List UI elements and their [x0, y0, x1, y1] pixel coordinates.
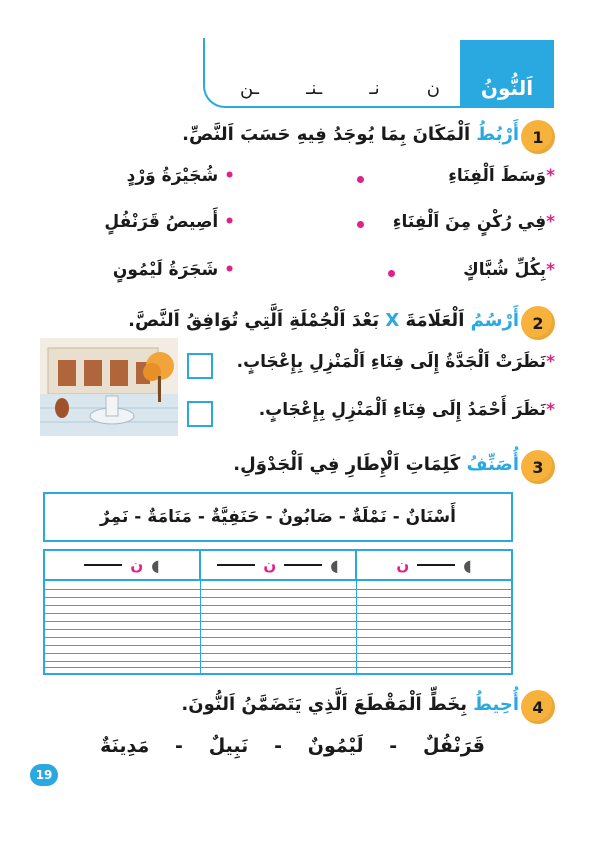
exercise-number: 3	[521, 450, 555, 484]
header-title: اَلنُّونُ	[460, 40, 554, 106]
word-item[interactable]: نَبِيلٌ	[208, 735, 249, 757]
exercise2-instruction: أَرْسُمُ اَلْعَلَامَةَ X بَعْدَ اَلْجُمْلَةِ اَلَّتِي تُوَافِقُ اَلنَّصَّ.	[128, 310, 519, 331]
writing-line	[45, 613, 511, 614]
match-left-item[interactable]: *بِكُلِّ شُبَّاكٍ	[463, 260, 555, 280]
ear-icon: ◖	[330, 555, 339, 575]
word-item[interactable]: مَدِينَةٌ	[100, 735, 150, 757]
match-left-item[interactable]: *وَسَطَ اَلْفِنَاءِ	[448, 166, 555, 186]
sentence-option: *نَظَرَ أَحْمَدُ إِلَى فِنَاءِ اَلْمَنْزِلِ بِإِعْجَابٍ.	[258, 400, 555, 420]
exercise3-instruction: أُصَنِّفُ كَلِمَاتِ اَلْإِطَارِ فِي اَلْجَدْوَلِ.	[233, 454, 519, 475]
classification-table[interactable]	[43, 549, 513, 675]
match-right-item[interactable]: • شُجَيْرَةُ وَرْدٍ	[126, 166, 235, 186]
word-box: أَسْنَانٌ - نَمْلَةٌ - صَابُونٌ - حَنَفِيَّةٌ - مَنَامَةٌ - نَمِرٌ	[43, 492, 513, 542]
writing-line	[45, 621, 511, 622]
sentence-option: *نَظَرَتْ اَلْجَدَّةُ إِلَى فِنَاءِ اَلْمَنْزِلِ بِإِعْجَابٍ.	[236, 352, 555, 372]
writing-line	[45, 645, 511, 646]
column-divider	[356, 581, 357, 673]
writing-line	[45, 629, 511, 630]
courtyard-illustration	[40, 338, 178, 436]
exercise4-instruction: أُحِيطُ بِخَطٍّ اَلْمَقْطَعَ اَلَّذِي يَتَضَمَّنُ اَلنُّونَ.	[181, 694, 519, 715]
table-column-header: ن ◖	[199, 551, 355, 579]
writing-line	[45, 597, 511, 598]
writing-line	[45, 637, 511, 638]
letter-form: نـ	[369, 78, 380, 99]
page-number: 19	[30, 764, 58, 786]
writing-line	[45, 667, 511, 668]
word-item[interactable]: لَيْمُونٌ	[307, 735, 364, 757]
table-header	[45, 551, 511, 581]
exercise1-instruction	[182, 124, 519, 145]
writing-line	[45, 605, 511, 606]
match-right-item[interactable]: • شَجَرَةُ لَيْمُونٍ	[112, 260, 235, 280]
exercise-number: 1	[521, 120, 555, 154]
match-left-item[interactable]: *فِي رُكْنٍ مِنَ اَلْفِنَاءِ	[392, 212, 555, 232]
ear-icon: ◖	[151, 555, 160, 575]
exercise-number: 4	[521, 690, 555, 724]
writing-line	[45, 653, 511, 654]
table-column-header: ن ◖	[355, 551, 511, 579]
letter-form: ن	[426, 78, 440, 99]
answer-checkbox[interactable]	[187, 401, 213, 427]
table-column-header: ن ◖	[45, 551, 199, 579]
answer-checkbox[interactable]	[187, 353, 213, 379]
letter-forms	[240, 78, 440, 99]
exercise-number: 2	[521, 306, 555, 340]
writing-line	[45, 589, 511, 590]
match-dot[interactable]	[388, 270, 395, 277]
match-dot[interactable]	[357, 176, 364, 183]
instruction-verb: أَرْبُطُ	[476, 124, 519, 145]
match-right-item[interactable]: • أَصِيصُ قَرَنْفُلٍ	[104, 212, 235, 232]
writing-line	[45, 661, 511, 662]
ear-icon: ◖	[463, 555, 472, 575]
word-list: قَرَنْفُلٌ - لَيْمُونٌ - نَبِيلٌ - مَدِينَةٌ	[100, 735, 485, 757]
instruction-text: اَلْمَكَانَ بِمَا يُوجَدُ فِيهِ حَسَبَ اَلنَّصِّ.	[182, 124, 477, 145]
letter-form: ـنـ	[306, 78, 323, 99]
match-dot[interactable]	[357, 221, 364, 228]
word-item[interactable]: قَرَنْفُلٌ	[422, 735, 485, 757]
column-divider	[200, 581, 201, 673]
letter-form: ـن	[240, 78, 259, 99]
